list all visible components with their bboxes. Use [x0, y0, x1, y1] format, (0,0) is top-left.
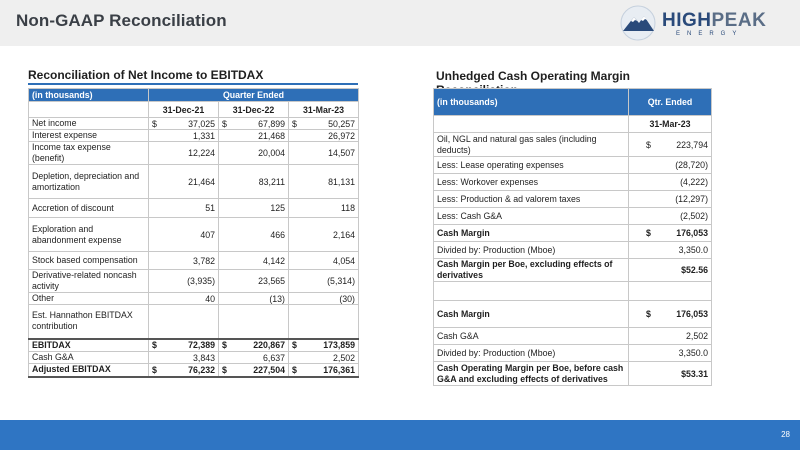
cell-value: (4,222): [680, 177, 708, 187]
table-row: [434, 208, 712, 225]
value-cell: [149, 142, 219, 165]
cell-value: 176,053: [676, 228, 708, 238]
cell-value: 12,224: [188, 148, 215, 158]
cell-value: 173,859: [323, 340, 355, 351]
cell-value: 20,004: [258, 148, 285, 158]
table-row: [29, 199, 359, 218]
row-label: Divided by: Production (Mboe): [434, 242, 629, 259]
value-cell: [219, 339, 289, 352]
value-cell: [149, 199, 219, 218]
cell-value: 3,350.0: [678, 245, 708, 255]
table-row: [29, 165, 359, 199]
value-cell: [629, 242, 712, 259]
row-label: Adjusted EBITDAX: [29, 364, 149, 377]
date-col: 31-Mar-23: [629, 116, 712, 133]
value-cell: [289, 339, 359, 352]
row-label: Cash Margin: [434, 225, 629, 242]
cell-value: 21,464: [188, 176, 215, 187]
table-row: [434, 362, 712, 386]
cell-value: 50,257: [328, 118, 355, 129]
logo-word-peak: PEAK: [711, 10, 767, 31]
row-label: Derivative-related noncash activity: [29, 270, 149, 293]
row-label: Stock based compensation: [29, 252, 149, 270]
ebitdax-table-body: [29, 118, 359, 377]
value-cell: [629, 301, 712, 328]
currency-symbol: $: [222, 340, 227, 351]
table-row: [29, 352, 359, 364]
value-cell: [219, 142, 289, 165]
value-cell: [149, 352, 219, 364]
value-cell: [629, 259, 712, 282]
value-cell: [219, 252, 289, 270]
table-row: [434, 301, 712, 328]
row-label: Cash Margin: [434, 301, 629, 328]
date-col-3: 31-Mar-23: [289, 102, 359, 118]
company-logo: [616, 5, 792, 41]
currency-symbol: $: [222, 364, 227, 375]
cell-value: 223,794: [676, 139, 708, 150]
cell-value: 37,025: [188, 118, 215, 129]
quarter-ended-label: Quarter Ended: [149, 89, 359, 102]
cell-value: 125: [270, 203, 285, 213]
value-cell: [629, 157, 712, 174]
cell-value: 83,211: [258, 176, 285, 187]
currency-symbol: $: [292, 364, 297, 375]
cell-value: 26,972: [328, 130, 355, 141]
value-cell: [289, 352, 359, 364]
value-cell: [219, 293, 289, 305]
cell-value: 81,131: [328, 176, 355, 187]
row-label: Exploration and abandonment expense: [29, 218, 149, 252]
value-cell: [219, 364, 289, 377]
cell-value: (30): [339, 293, 355, 304]
cell-value: (5,314): [327, 276, 355, 286]
value-cell: [219, 305, 289, 339]
value-cell: [289, 293, 359, 305]
table-row: [434, 259, 712, 282]
value-cell: [219, 118, 289, 130]
value-cell: [289, 142, 359, 165]
logo-subtitle: ENERGY: [676, 31, 744, 37]
value-cell: [289, 218, 359, 252]
value-cell: [629, 191, 712, 208]
value-cell: [629, 225, 712, 242]
value-cell: [629, 328, 712, 345]
row-label: EBITDAX: [29, 339, 149, 352]
row-label: Depletion, depreciation and amortization: [29, 165, 149, 199]
row-label: Net income: [29, 118, 149, 130]
value-cell: [289, 252, 359, 270]
value-cell: [219, 352, 289, 364]
currency-symbol: $: [646, 309, 651, 319]
cell-value: 2,502: [685, 331, 708, 341]
value-cell: [219, 199, 289, 218]
cell-value: $52.56: [681, 265, 708, 275]
currency-symbol: $: [152, 118, 157, 129]
currency-symbol: $: [292, 340, 297, 351]
row-label: Oil, NGL and natural gas sales (including deducts): [434, 133, 629, 157]
value-cell: [149, 252, 219, 270]
empty-cell: [29, 102, 149, 118]
cell-value: (12,297): [675, 194, 708, 204]
row-label: Less: Lease operating expenses: [434, 157, 629, 174]
table-row: [434, 191, 712, 208]
table-row: [434, 345, 712, 362]
row-label: [434, 282, 629, 301]
row-label: Other: [29, 293, 149, 305]
value-cell: [149, 339, 219, 352]
row-label: Less: Cash G&A: [434, 208, 629, 225]
logo-word-high: HIGH: [662, 10, 712, 31]
currency-symbol: $: [152, 364, 157, 375]
unit-label: (in thousands): [29, 89, 149, 102]
table-row: [434, 328, 712, 345]
table-row: [29, 305, 359, 339]
value-cell: [219, 165, 289, 199]
ebitdax-reconciliation-table: [28, 88, 359, 378]
currency-symbol: $: [646, 139, 651, 150]
value-cell: [289, 118, 359, 130]
value-cell: [289, 130, 359, 142]
value-cell: [219, 218, 289, 252]
row-label: Income tax expense (benefit): [29, 142, 149, 165]
value-cell: [149, 364, 219, 377]
currency-symbol: $: [646, 228, 651, 238]
currency-symbol: $: [152, 340, 157, 351]
cell-value: $53.31: [681, 368, 708, 379]
cell-value: 51: [205, 203, 215, 213]
value-cell: [149, 305, 219, 339]
value-cell: [629, 345, 712, 362]
table-row: [434, 157, 712, 174]
value-cell: [289, 199, 359, 218]
cell-value: 4,054: [332, 255, 355, 266]
value-cell: [289, 305, 359, 339]
row-label: Cash G&A: [434, 328, 629, 345]
row-label: Accretion of discount: [29, 199, 149, 218]
value-cell: [629, 362, 712, 386]
table-row: [434, 282, 712, 301]
value-cell: [149, 293, 219, 305]
cell-value: 23,565: [258, 276, 285, 286]
logo-wordmark: [662, 10, 766, 32]
value-cell: [629, 282, 712, 301]
row-label: Cash Operating Margin per Boe, before cash G&A and excluding effects of derivatives: [434, 362, 629, 386]
value-cell: [149, 118, 219, 130]
cell-value: (3,935): [187, 276, 215, 286]
cell-value: 3,782: [192, 255, 215, 266]
footer-band: [0, 420, 800, 450]
table-row: [434, 225, 712, 242]
table-row: [29, 270, 359, 293]
value-cell: [289, 364, 359, 377]
cell-value: (13): [269, 293, 285, 304]
value-cell: [629, 174, 712, 191]
empty-cell: [434, 116, 629, 133]
cell-value: 6,637: [262, 352, 285, 363]
cash-margin-table-body: [434, 133, 712, 386]
date-col-2: 31-Dec-22: [219, 102, 289, 118]
value-cell: [629, 133, 712, 157]
cash-margin-section-title: Unhedged Cash Operating Margin: [436, 69, 711, 100]
table-row: [29, 364, 359, 377]
table-row: [29, 339, 359, 352]
cell-value: 1,331: [192, 130, 215, 141]
cell-value: 176,361: [323, 364, 355, 375]
row-label: Cash G&A: [29, 352, 149, 364]
cell-value: 4,142: [262, 255, 285, 266]
value-cell: [149, 130, 219, 142]
cell-value: 466: [270, 229, 285, 240]
cell-value: 14,507: [328, 148, 355, 158]
qtr-ended-label: Qtr. Ended: [629, 89, 712, 116]
cell-value: 40: [205, 293, 215, 304]
value-cell: [149, 218, 219, 252]
row-label: Est. Hannathon EBITDAX contribution: [29, 305, 149, 339]
row-label: Interest expense: [29, 130, 149, 142]
row-label: Divided by: Production (Mboe): [434, 345, 629, 362]
row-label: Cash Margin per Boe, excluding effects of derivatives: [434, 259, 629, 282]
cell-value: (2,502): [680, 211, 708, 221]
value-cell: [289, 270, 359, 293]
cell-value: 72,389: [188, 340, 215, 351]
cell-value: 2,502: [332, 352, 355, 363]
cell-value: 21,468: [258, 130, 285, 141]
cell-value: 407: [200, 229, 215, 240]
cash-margin-table: [433, 88, 712, 386]
value-cell: [219, 270, 289, 293]
table-row: [434, 242, 712, 259]
value-cell: [289, 165, 359, 199]
currency-symbol: $: [222, 118, 227, 129]
row-label: Less: Workover expenses: [434, 174, 629, 191]
header-band: [0, 0, 800, 46]
cell-value: 227,504: [253, 364, 285, 375]
value-cell: [219, 130, 289, 142]
ebitdax-section-title: Reconciliation of Net Income to EBITDAX: [28, 68, 358, 85]
page-title: Non-GAAP Reconciliation: [16, 11, 227, 30]
value-cell: [149, 270, 219, 293]
cell-value: 76,232: [188, 364, 215, 375]
table-row: [434, 174, 712, 191]
table-row: [29, 130, 359, 142]
value-cell: [149, 165, 219, 199]
table-row: [29, 142, 359, 165]
unit-label: (in thousands): [434, 89, 629, 116]
table-row: [29, 118, 359, 130]
row-label: Less: Production & ad valorem taxes: [434, 191, 629, 208]
cell-value: 3,843: [192, 352, 215, 363]
page-number: 28: [781, 430, 790, 439]
currency-symbol: $: [292, 118, 297, 129]
cell-value: 3,350.0: [678, 348, 708, 358]
table-row: [29, 252, 359, 270]
mountain-logo-icon: [618, 5, 658, 41]
cell-value: (28,720): [675, 160, 708, 170]
cell-value: 176,053: [676, 309, 708, 319]
table-row: [434, 133, 712, 157]
cell-value: 2,164: [332, 229, 355, 240]
table-row: [29, 218, 359, 252]
date-col-1: 31-Dec-21: [149, 102, 219, 118]
cell-value: 118: [340, 203, 355, 213]
cell-value: 220,867: [253, 340, 285, 351]
cell-value: 67,899: [258, 118, 285, 129]
table-row: [29, 293, 359, 305]
value-cell: [629, 208, 712, 225]
